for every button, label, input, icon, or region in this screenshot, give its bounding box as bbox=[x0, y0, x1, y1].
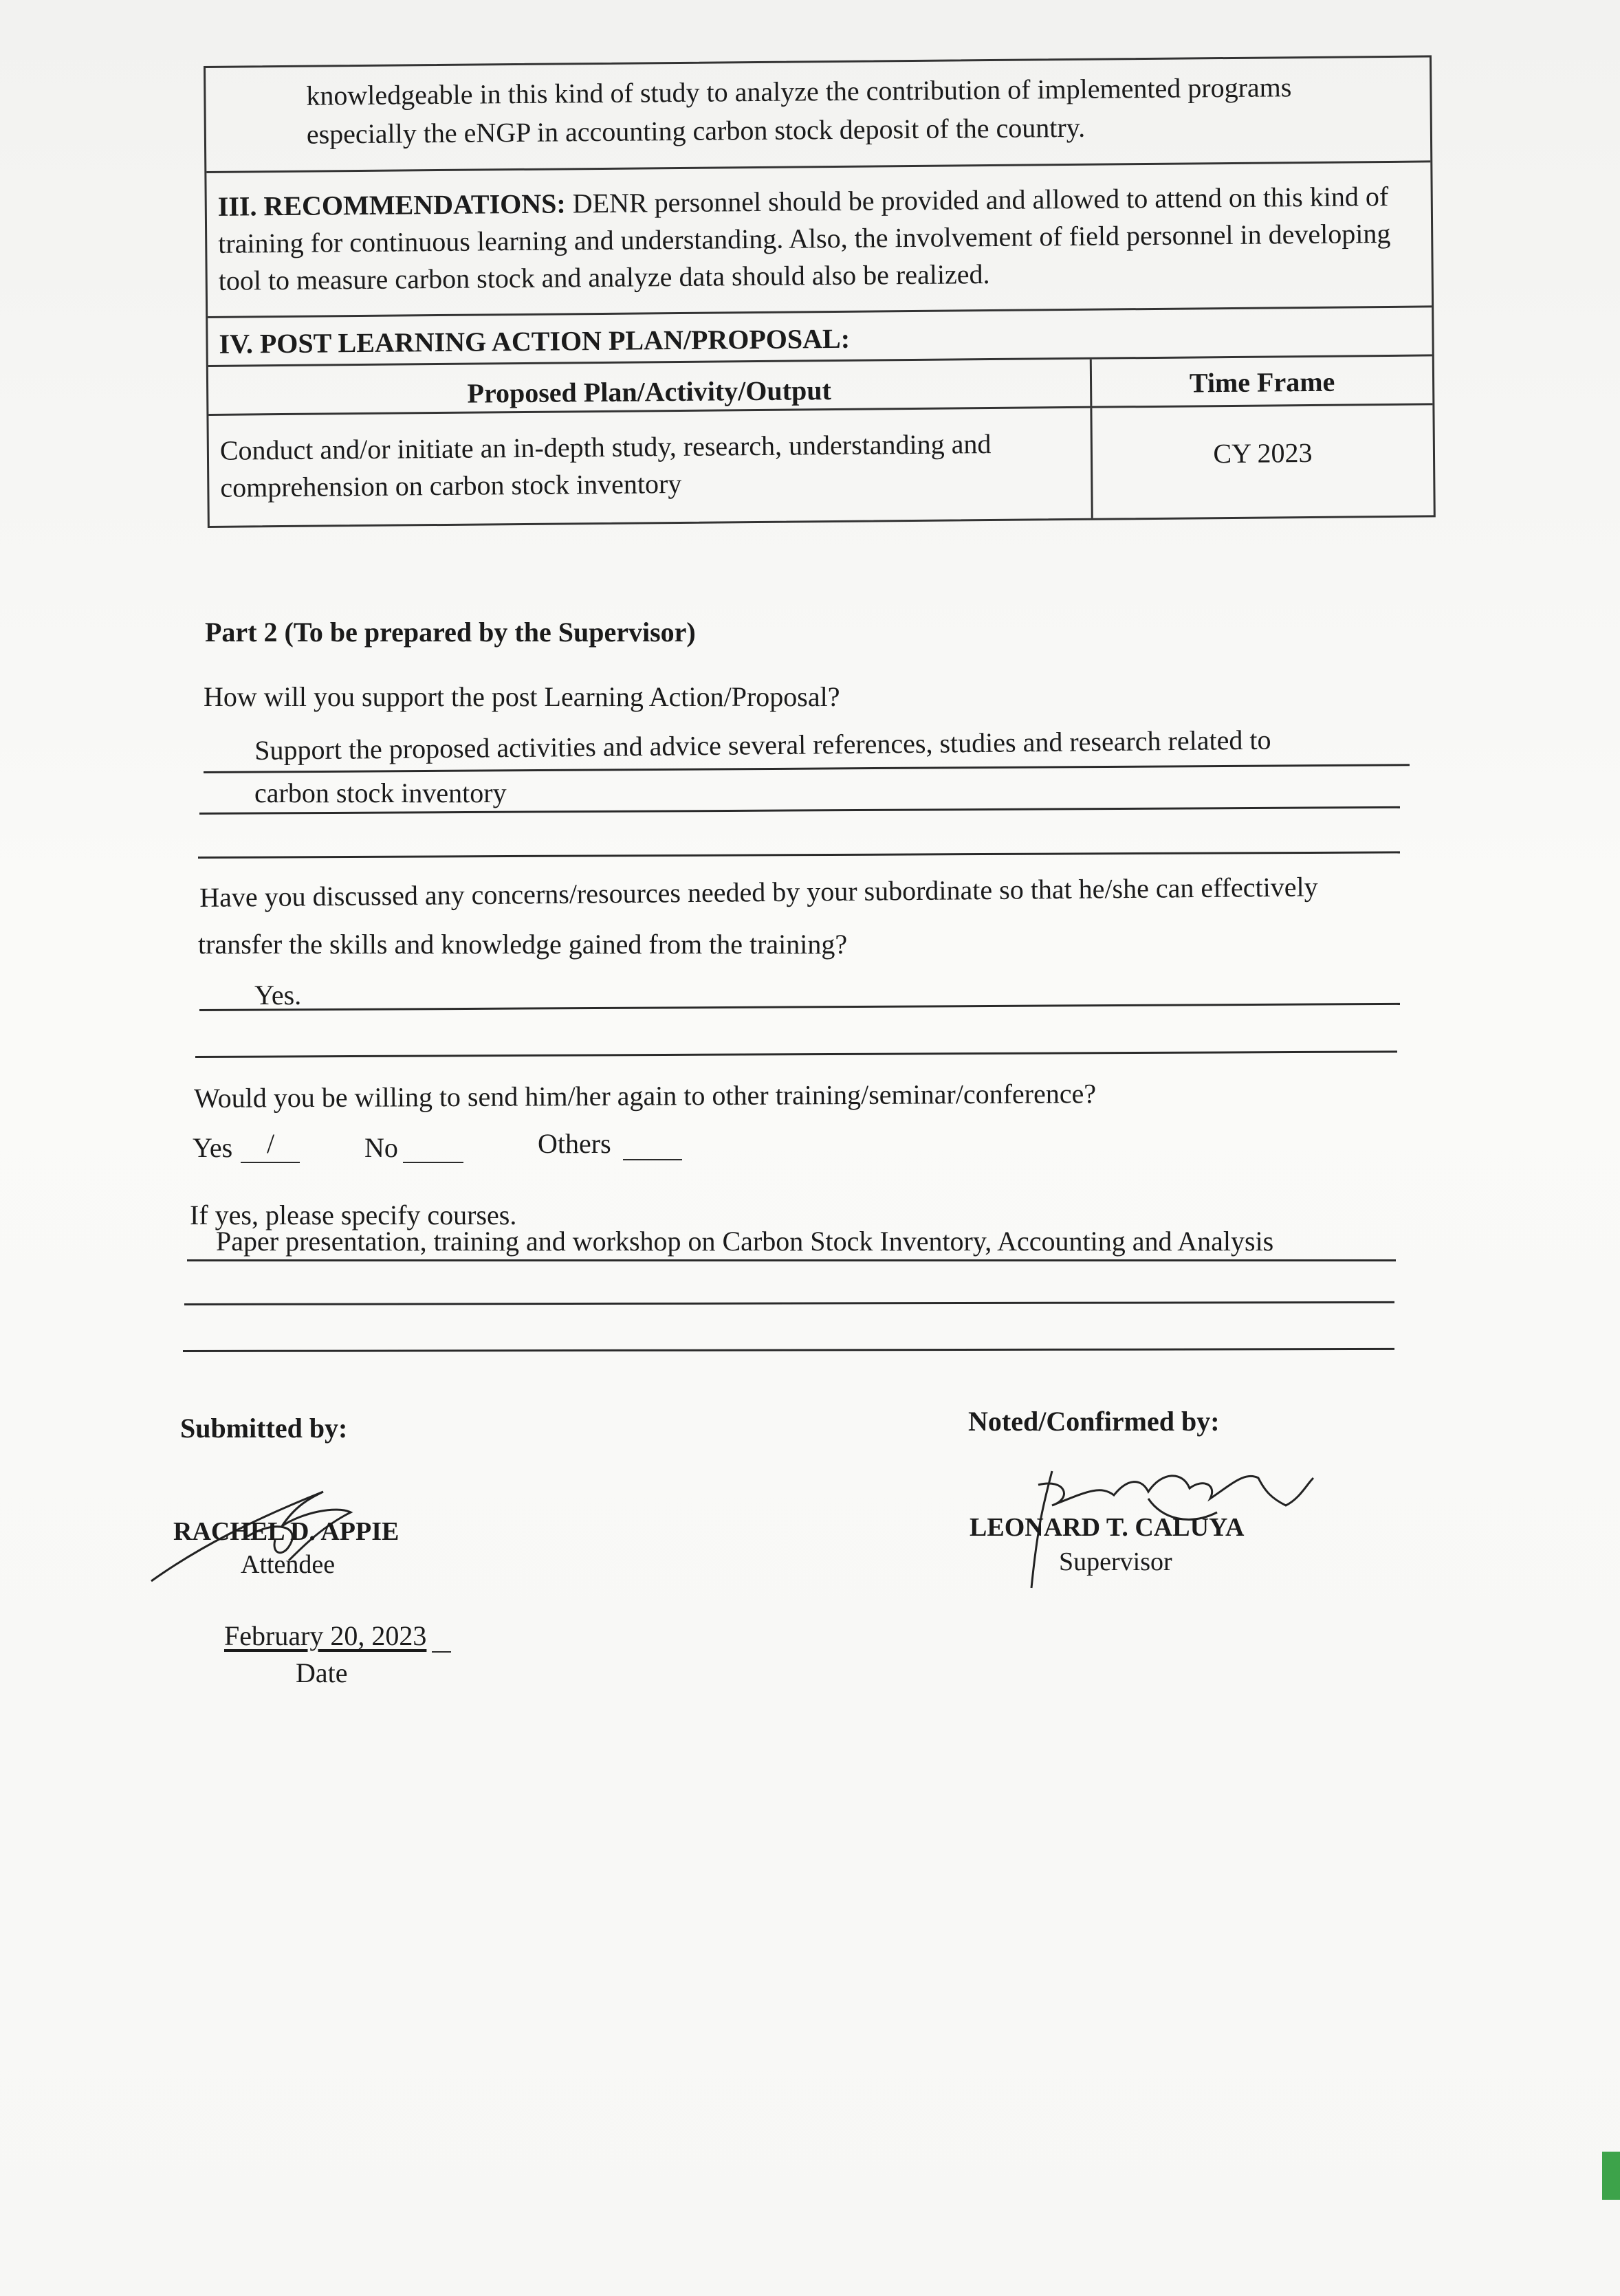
answer-line bbox=[195, 1050, 1397, 1058]
date-label: Date bbox=[296, 1657, 348, 1688]
option-yes-mark: / bbox=[267, 1128, 275, 1159]
evaluation-table bbox=[204, 55, 1436, 528]
answer-support-line1: Support the proposed activities and advice several references, studies and research related to bbox=[254, 724, 1271, 766]
answer-courses: Paper presentation, training and workshop on Carbon Stock Inventory, Accounting and Analysis bbox=[216, 1226, 1274, 1257]
answer-line bbox=[199, 1003, 1400, 1011]
option-no-label: No bbox=[364, 1132, 398, 1163]
page-edge-marker bbox=[1602, 2152, 1620, 2200]
answer-line bbox=[183, 1348, 1394, 1352]
answer-line bbox=[204, 764, 1410, 773]
column-header-time: Time Frame bbox=[1189, 366, 1335, 399]
column-header-plan: Proposed Plan/Activity/Output bbox=[467, 375, 831, 409]
question-concerns-line2: transfer the skills and knowledge gained from the training? bbox=[198, 929, 848, 960]
table-row-recommendations bbox=[206, 162, 1432, 318]
question-support: How will you support the post Learning Action/Proposal? bbox=[204, 681, 840, 712]
supervisor-name: LEONARD T. CALUYA bbox=[970, 1513, 1245, 1542]
question-willing: Would you be willing to send him/her again to other training/seminar/conference? bbox=[194, 1078, 1097, 1114]
option-others-blank bbox=[623, 1159, 682, 1160]
time-frame-value: CY 2023 bbox=[1213, 437, 1313, 470]
recommendations-text: DENR personnel should be provided and allowed to attend on this kind of training for continuous learning and understanding. Also, the involvement of field personnel in developing tool to measure carbon stock and analyze data should also be realized. bbox=[218, 180, 1391, 296]
option-no-blank bbox=[403, 1162, 463, 1163]
option-yes-blank bbox=[241, 1162, 300, 1163]
table-row-plan bbox=[208, 405, 1433, 526]
attendee-role: Attendee bbox=[241, 1550, 336, 1579]
supervisor-role: Supervisor bbox=[1059, 1547, 1172, 1576]
answer-support-line2: carbon stock inventory bbox=[254, 777, 507, 808]
part2-heading: Part 2 (To be prepared by the Supervisor) bbox=[205, 617, 696, 648]
table-row-findings bbox=[206, 57, 1430, 173]
noted-by-label: Noted/Confirmed by: bbox=[968, 1406, 1220, 1437]
answer-concerns: Yes. bbox=[254, 980, 302, 1011]
answer-line bbox=[198, 851, 1400, 859]
option-yes-label: Yes bbox=[193, 1132, 233, 1163]
answer-line bbox=[187, 1259, 1396, 1261]
option-others-label: Others bbox=[538, 1128, 611, 1159]
action-plan-heading: IV. POST LEARNING ACTION PLAN/PROPOSAL: bbox=[219, 322, 851, 360]
findings-text: knowledgeable in this kind of study to analyze the contribution of implemented programs especially the eNGP in accounting carbon stock deposit of the country. bbox=[306, 71, 1292, 150]
attendee-name: RACHEL D. APPIE bbox=[173, 1517, 399, 1546]
question-courses: If yes, please specify courses. bbox=[190, 1200, 517, 1230]
question-concerns-line1: Have you discussed any concerns/resources needed by your subordinate so that he/she can effectively bbox=[199, 871, 1318, 913]
date-value: February 20, 2023 bbox=[224, 1620, 427, 1651]
plan-item-text: Conduct and/or initiate an in-depth study, research, understanding and comprehension on carbon stock inventory bbox=[219, 428, 992, 503]
answer-line bbox=[184, 1301, 1394, 1305]
recommendations-heading: III. RECOMMENDATIONS: bbox=[217, 188, 566, 222]
submitted-by-label: Submitted by: bbox=[180, 1413, 348, 1444]
date-blank bbox=[432, 1651, 451, 1653]
